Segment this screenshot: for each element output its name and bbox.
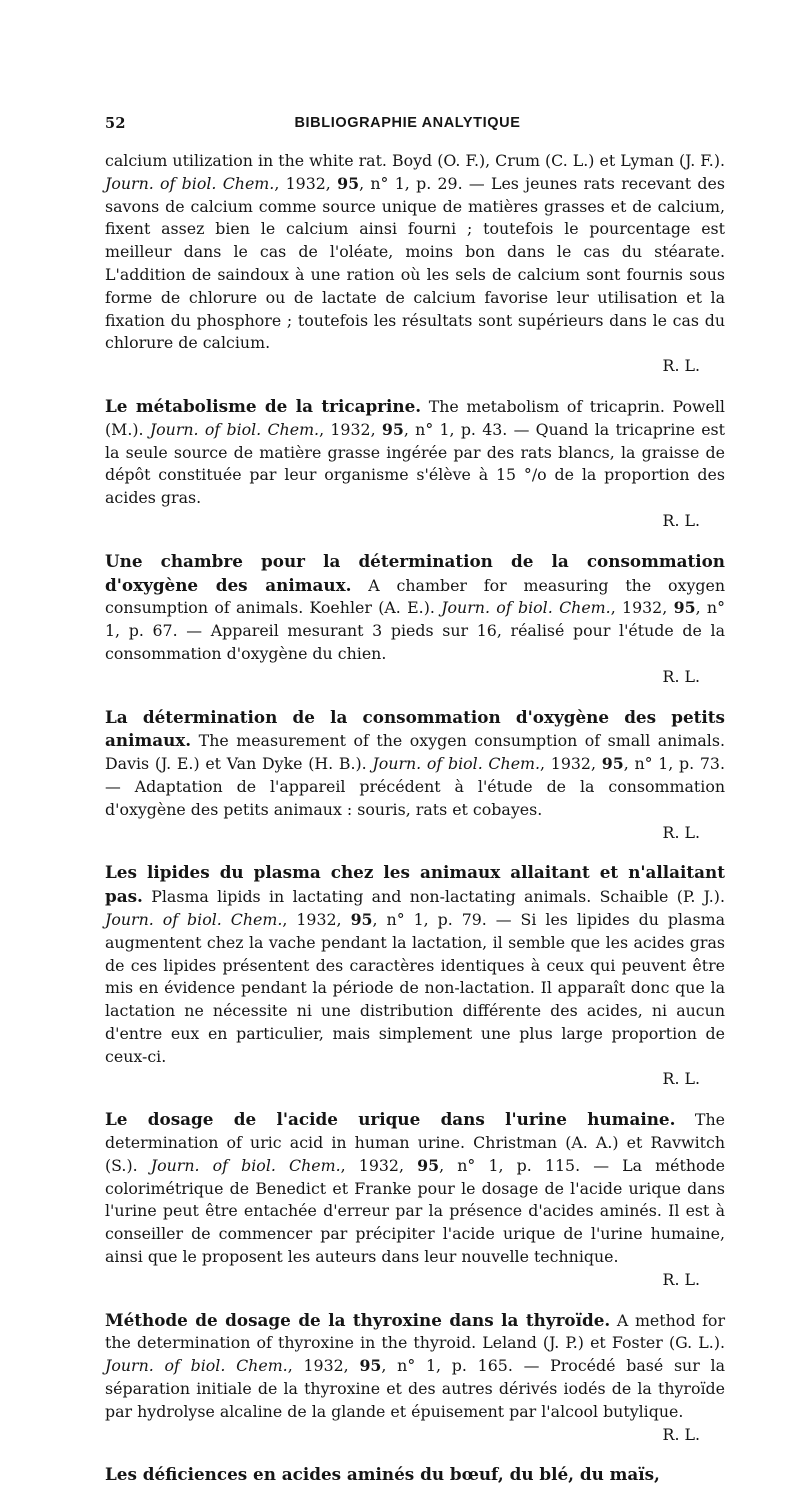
journal-name: Journ. of biol. Chem. — [441, 598, 611, 618]
reviewer-signature: R. L. — [662, 666, 700, 686]
entry-text: Plasma lipids in lactating and non-lactating animals. Schaible (P. J.). — [142, 887, 725, 907]
entry-text: , 1932, — [319, 419, 382, 439]
running-head — [105, 115, 710, 137]
entry-text: The metabolism of tricaprin. Powell (M.). — [105, 396, 725, 439]
volume-number: 95 — [673, 598, 696, 618]
entry-text: The determination of uric acid in human urine. Christman (A. A.) et Ravwitch (S.). — [105, 1110, 725, 1175]
journal-name: Journ. of biol. Chem. — [150, 1155, 341, 1175]
journal-name: Journ. of biol. Chem. — [105, 173, 275, 193]
reviewer-signature: R. L. — [662, 1069, 700, 1089]
entry-text: A method for the determination of thyroxine in the thyroid. Leland (J. P.) et Foster (G. L.). — [105, 1310, 725, 1353]
volume-number: 95 — [381, 419, 404, 439]
page-number: 52 — [105, 115, 126, 132]
entry-text: , n° 1, p. 73. — Adaptation de l'appareil précédent à l'étude de la consommation d'oxygène des petits animaux : souris, rats et cobayes. — [105, 754, 725, 819]
journal-name: Journ. of biol. Chem. — [105, 909, 283, 929]
entry-text: , n° 1, p. 79. — Si les lipides du plasma augmentent chez la vache pendant la lactation, il semble que les acides gras de ces lipides présentent des caractères identiques à ceux qui peuvent être mis en évidence pendant la période de non-lactation. Il apparaît donc que la lactation ne nécessite ni une distribution différente des acides, ni aucun d'entre eux en particulier, mais simplement une plus large proportion de ceux-ci. — [105, 909, 725, 1066]
reviewer-signature: R. L. — [662, 510, 700, 530]
entry-text: , n° 1, p. 67. — Appareil mesurant 3 pieds sur 16, réalisé pour l'étude de la consommation d'oxygène du chien. — [105, 598, 725, 663]
entry — [105, 550, 725, 666]
entry-text: , n° 1, p. 43. — Quand la tricaprine est la seule source de matière grasse ingérée par des rats blancs, la graisse de dépôt constituée par leur organisme s'élève à 15 °/o de la proportion des acides gras. — [105, 419, 726, 508]
entry — [105, 395, 725, 510]
entry — [105, 1108, 725, 1269]
content — [105, 149, 725, 1486]
entry — [105, 149, 725, 355]
entry-title: Le dosage de l'acide urique dans l'urine humaine. — [105, 1109, 676, 1130]
volume-number: 95 — [601, 754, 624, 774]
entry — [105, 861, 725, 1068]
reviewer-signature: R. L. — [662, 822, 700, 842]
entry-title: Les lipides du plasma chez les animaux allaitant et n'allaitant pas. — [105, 862, 725, 907]
journal-name: Journ. of biol. Chem. — [105, 1356, 288, 1376]
entry — [105, 706, 725, 822]
entry-text: calcium utilization in the white rat. Boyd (O. F.), Crum (C. L.) et Lyman (J. F.). — [105, 151, 725, 170]
journal-name: Journ. of biol. Chem. — [372, 754, 541, 774]
entry-title: Les déficiences en acides aminés du bœuf, du blé, du maïs, — [105, 1464, 660, 1485]
entry-text: A chamber for measuring the oxygen consumption of animals. Koehler (A. E.). — [105, 575, 726, 618]
entry-text: , n° 1, p. 29. — Les jeunes rats recevant des savons de calcium comme source unique de matières grasses et de calcium, fixent assez bien le calcium ainsi fourni ; toutefois le pourcentage est meilleur dans le cas de l'oléate, moins bon dans le cas du stéarate. L'addition de saindoux à une ration où les sels de calcium sont fournis sous forme de chlorure ou de lactate de calcium favorise leur utilisation et la fixation du phosphore ; toutefois les résultats sont supérieurs dans le cas du chlorure de calcium. — [105, 173, 725, 353]
volume-number: 95 — [417, 1155, 440, 1175]
volume-number: 95 — [337, 173, 360, 193]
entry-title: Méthode de dosage de la thyroxine dans la thyroïde. — [105, 1309, 611, 1330]
journal-name: Journ. of biol. Chem. — [149, 419, 320, 439]
reviewer-signature: R. L. — [662, 1269, 700, 1289]
reviewer-signature: R. L. — [662, 356, 700, 376]
entry-text: , 1932, — [610, 598, 674, 618]
entry-text: , n° 1, p. 165. — Procédé basé sur la séparation initiale de la thyroxine et des autres dérivés iodés de la thyroïde par hydrolyse alcaline de la glande et épuisement par l'alcool butylique. — [105, 1356, 725, 1421]
entry-title: Le métabolisme de la tricaprine. — [105, 395, 422, 416]
entry-text: , 1932, — [540, 754, 602, 774]
entry-text: The measurement of the oxygen consumption of small animals. Davis (J. E.) et Van Dyke (H. B.). — [105, 731, 725, 774]
entry — [105, 1309, 725, 1424]
reviewer-signature: R. L. — [662, 1424, 700, 1444]
entry-title: La détermination de la consommation d'oxygène des petits animaux. — [105, 706, 725, 751]
volume-number: 95 — [350, 909, 373, 929]
entry-text: , 1932, — [282, 909, 351, 929]
running-title: BIBLIOGRAPHIE ANALYTIQUE — [294, 115, 521, 131]
entry-text: , 1932, — [274, 173, 338, 193]
entry-text: , 1932, — [340, 1155, 418, 1175]
entry-title: Une chambre pour la détermination de la consommation d'oxygène des animaux. — [105, 550, 725, 595]
entry-text: , n° 1, p. 115. — La méthode colorimétrique de Benedict et Franke pour le dosage de l'acide urique dans l'urine peut être entachée d'erreur par la présence d'acides aminés. Il est à conseiller de commencer par précipiter l'acide urique de l'urine humaine, ainsi que le proposent les auteurs dans leur nouvelle technique. — [105, 1155, 725, 1267]
entry-text: , 1932, — [287, 1356, 360, 1376]
volume-number: 95 — [359, 1356, 382, 1376]
